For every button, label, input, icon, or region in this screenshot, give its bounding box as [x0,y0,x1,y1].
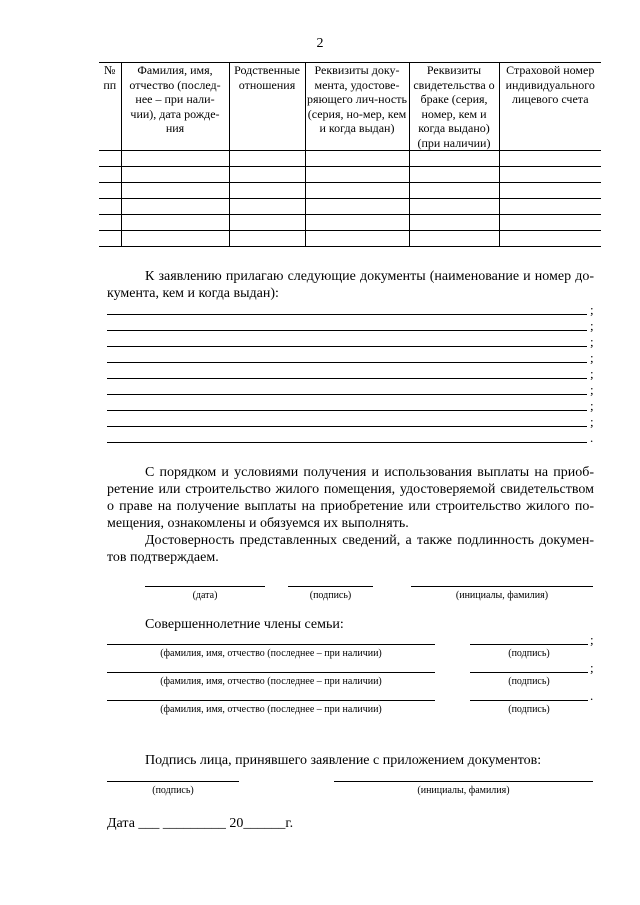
table-cell[interactable] [99,231,121,247]
attachment-line[interactable] [107,314,587,315]
member-name-caption: (фамилия, имя, отчество (последнее – при наличии) [160,676,382,687]
member-signature-caption: (подпись) [508,704,550,715]
signature-caption: (подпись) [309,590,352,601]
date-line [107,815,293,832]
month-blank[interactable]: _________ [162,816,226,831]
attachment-line[interactable] [107,410,587,411]
adult-members-heading: Совершеннолетние члены семьи: [145,617,344,632]
day-blank[interactable]: ___ [138,816,160,831]
receiver-initials-caption: (инициалы, фамилия) [417,785,510,796]
table-cell[interactable] [121,231,229,247]
table-cell[interactable] [305,199,409,215]
table-cell[interactable] [99,167,121,183]
table-row [99,151,601,167]
year-suffix: г. [285,816,294,831]
col-header-id-document: Реквизиты доку-мента, удостове-ряющего лич-ность (серия, но-мер, кем и когда выдан) [305,63,409,151]
member-row-end: ; [590,632,594,647]
attachment-line-end: ; [590,318,594,333]
attachment-line[interactable] [107,362,587,363]
table-cell[interactable] [99,215,121,231]
member-signature-caption: (подпись) [508,676,550,687]
attachment-line[interactable] [107,426,587,427]
col-header-number: № пп [99,63,121,151]
member-name-caption: (фамилия, имя, отчество (последнее – при наличии) [160,648,382,659]
attachment-line-end: ; [590,302,594,317]
date-caption: (дата) [192,590,218,601]
authenticity-paragraph: Достоверность представленных сведений, а также подлинность докумен-тов подтверждаем. [107,533,594,565]
table-row [99,167,601,183]
member-signature-field[interactable] [470,700,588,701]
page-number: 2 [316,36,324,51]
col-header-full-name: Фамилия, имя, отчество (послед-нее – при нали-чии), дата рожде-ния [121,63,229,151]
table-cell[interactable] [409,167,499,183]
col-header-relationship: Родственные отношения [229,63,305,151]
initials-surname-caption: (инициалы, фамилия) [455,590,549,601]
table-row [99,231,601,247]
table-cell[interactable] [229,231,305,247]
table-cell[interactable] [409,231,499,247]
century-text: 20 [229,816,244,831]
table-cell[interactable] [121,183,229,199]
table-cell[interactable] [121,167,229,183]
date-label: Дата [107,816,135,831]
table-cell[interactable] [99,151,121,167]
attachment-line-end: ; [590,382,594,397]
table-row [99,215,601,231]
table-cell[interactable] [305,183,409,199]
member-name-field[interactable] [107,644,435,645]
member-signature-caption: (подпись) [508,648,550,659]
attachment-line[interactable] [107,378,587,379]
table-cell[interactable] [121,199,229,215]
table-cell[interactable] [409,151,499,167]
receiver-heading: Подпись лица, принявшего заявление с приложением документов: [145,753,542,768]
member-name-field[interactable] [107,700,435,701]
attachment-line-end: ; [590,414,594,429]
table-cell[interactable] [229,215,305,231]
table-cell[interactable] [229,167,305,183]
receiver-initials-field[interactable] [334,781,593,782]
table-cell[interactable] [305,167,409,183]
table-header-row [99,63,601,151]
table-cell[interactable] [99,199,121,215]
table-cell[interactable] [409,215,499,231]
col-header-marriage-certificate: Реквизиты свидетельства о браке (серия, номер, кем и когда выдано) (при наличии) [409,63,499,151]
table-cell[interactable] [121,215,229,231]
attachment-line-end: ; [590,366,594,381]
attachment-line-end: ; [590,398,594,413]
member-signature-field[interactable] [470,672,588,673]
receiver-signature-field[interactable] [107,781,239,782]
table-cell[interactable] [499,199,601,215]
attachment-line-end: . [590,430,594,445]
table-cell[interactable] [229,183,305,199]
table-cell[interactable] [305,215,409,231]
table-cell[interactable] [499,183,601,199]
receiver-signature-caption: (подпись) [152,785,194,796]
table-cell[interactable] [305,151,409,167]
attachment-line[interactable] [107,346,587,347]
table-cell[interactable] [121,151,229,167]
member-signature-field[interactable] [470,644,588,645]
table-cell[interactable] [229,151,305,167]
table-cell[interactable] [409,183,499,199]
attachment-line[interactable] [107,330,587,331]
attachment-line[interactable] [107,394,587,395]
table-cell[interactable] [499,151,601,167]
table-row [99,199,601,215]
table-cell[interactable] [229,199,305,215]
table-cell[interactable] [305,231,409,247]
member-name-caption: (фамилия, имя, отчество (последнее – при наличии) [160,704,382,715]
date-field[interactable] [145,586,265,587]
table-cell[interactable] [499,167,601,183]
initials-surname-field[interactable] [411,586,593,587]
year-blank[interactable]: ______ [243,816,286,831]
agreement-paragraph: С порядком и условиями получения и использования выплаты на приоб-ретение или строительство жилого помещения, удостоверяемой свидетельством о праве на получение выплаты на приобретение или строительство жилого по-мещения, ознакомлены и обязуемся их выполнять. [107,465,594,531]
attachments-intro: К заявлению прилагаю следующие документы (наименование и номер до-кумента, кем и когда выдан): [107,269,594,301]
member-row-end: . [590,688,594,703]
member-row-end: ; [590,660,594,675]
table-cell[interactable] [499,231,601,247]
col-header-snils: Страховой номер индивидуального лицевого счета [499,63,601,151]
family-members-table [99,62,601,247]
table-row [99,183,601,199]
attachment-line[interactable] [107,442,587,443]
table-cell[interactable] [99,183,121,199]
member-name-field[interactable] [107,672,435,673]
signature-field[interactable] [288,586,373,587]
table-cell[interactable] [409,199,499,215]
table-cell[interactable] [499,215,601,231]
attachment-line-end: ; [590,350,594,365]
attachment-line-end: ; [590,334,594,349]
